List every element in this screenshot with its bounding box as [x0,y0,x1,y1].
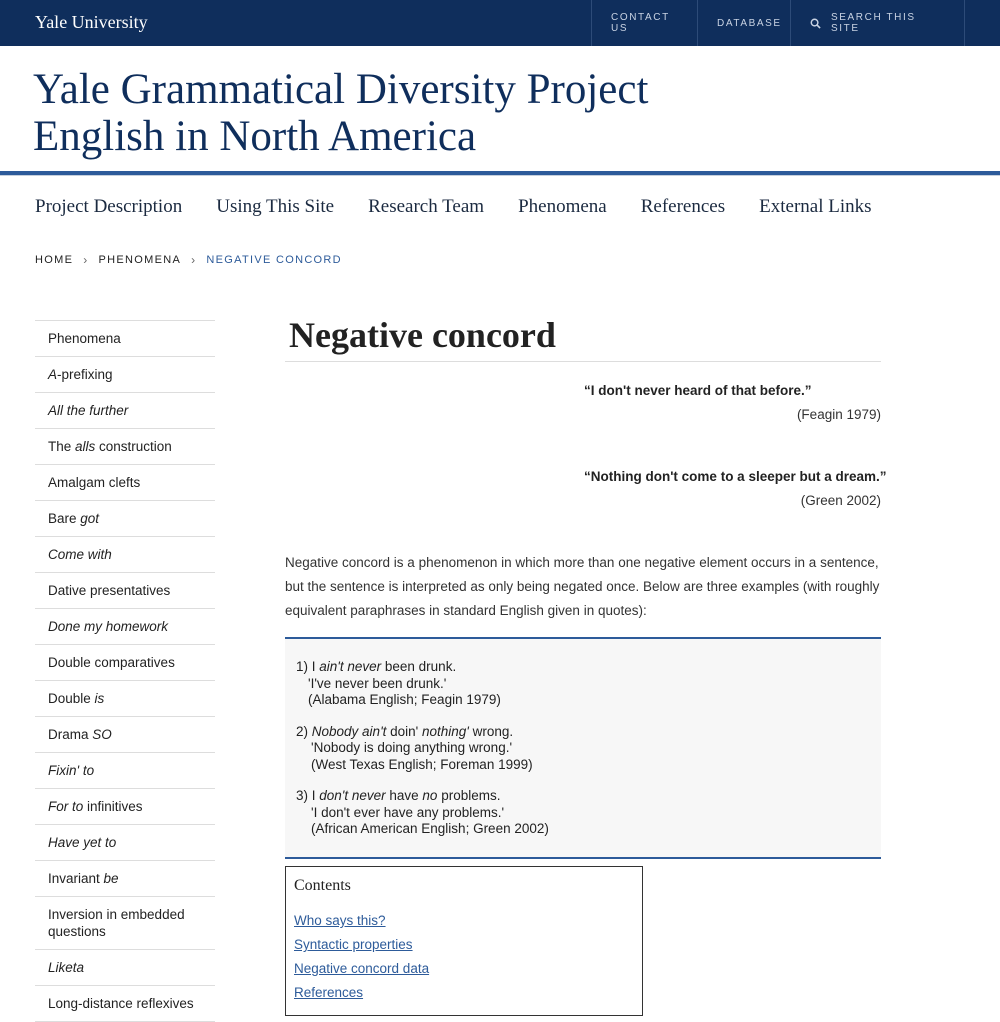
sidebar-item-label-italic: Fixin' to [48,763,95,778]
sidebar-item-dative-presentatives[interactable] [35,573,215,609]
breadcrumb-phenomena[interactable]: PHENOMENA [98,254,182,266]
page-title: Negative concord [289,315,556,355]
sidebar-item-label: Phenomena [48,331,121,346]
sidebar-item-label-italic: A [48,367,58,382]
sidebar-item-label: -prefixing [57,367,113,382]
breadcrumb [35,253,342,267]
nav-using-this-site[interactable]: Using This Site [216,196,335,217]
sidebar-item-drama-so[interactable] [35,717,215,753]
site-title-line-1: Yale Grammatical Diversity Project [33,66,649,113]
title-divider [285,361,881,362]
toc-link-negative-concord-data[interactable]: Negative concord data [294,961,430,976]
search-input[interactable]: SEARCH THIS SITE [831,12,916,34]
sidebar-item-double-is[interactable] [35,681,215,717]
example-source: (Alabama English; Feagin 1979) [308,692,501,707]
example-sentence: 1) I ain't never been drunk. [296,659,457,674]
example-3 [296,788,881,838]
database-link[interactable] [697,0,790,46]
sidebar-item-amalgam-clefts[interactable] [35,465,215,501]
sidebar-item-label-italic: Have yet to [48,835,117,850]
chevron-right-icon: › [191,253,197,267]
site-title-line-2: English in North America [33,113,477,160]
search-icon [810,18,821,29]
sidebar-item-label: Drama [48,727,93,742]
sidebar-item-label: Long-distance reflexives [48,996,194,1011]
sidebar-item-label: Amalgam clefts [48,475,141,490]
example-gloss: 'I've never been drunk.' [308,675,447,691]
top-bar [0,0,1000,46]
sidebar-item-phenomena[interactable] [35,321,215,357]
sidebar-item-label: Double comparatives [48,655,175,670]
example-gloss: 'Nobody is doing anything wrong.' [311,740,513,755]
epigraph-quote-1: “I don't never heard of that before.” [584,383,812,398]
epigraph-quote-2: “Nothing don't come to a sleeper but a dream.” [584,469,887,484]
examples-box [285,637,881,859]
sidebar-item-alls-construction[interactable] [35,429,215,465]
sidebar-item-long-distance-reflexives[interactable] [35,986,215,1022]
header-divider-thin [0,175,1000,176]
toc-link-references[interactable]: References [294,985,364,1000]
sidebar-item-label: Double [48,691,95,706]
sidebar-item-a-prefixing[interactable] [35,357,215,393]
yale-university-logo[interactable]: Yale University [35,12,148,32]
main-navigation [35,196,906,218]
sidebar-item-double-comparatives[interactable] [35,645,215,681]
example-2 [296,724,881,774]
sidebar-item-label-italic: For to [48,799,84,814]
sidebar-item-have-yet-to[interactable] [35,825,215,861]
contact-us-label: CONTACT US [611,12,670,34]
sidebar-item-for-to-infinitives[interactable] [35,789,215,825]
sidebar-item-all-the-further[interactable] [35,393,215,429]
sidebar-item-label-italic: Liketa [48,960,85,975]
nav-project-description[interactable]: Project Description [35,196,183,217]
nav-research-team[interactable]: Research Team [368,196,485,217]
site-search[interactable] [790,0,965,46]
sidebar-item-label-italic: All the further [48,403,129,418]
sidebar-item-come-with[interactable] [35,537,215,573]
table-of-contents [285,866,643,1016]
sidebar-item-label-italic: got [80,511,100,526]
sidebar-item-liketa[interactable] [35,950,215,986]
database-label: DATABASE [717,17,782,29]
chevron-right-icon: › [83,253,89,267]
sidebar-nav [35,320,215,1022]
sidebar-item-label-italic: alls [75,439,96,454]
example-sentence: 3) I don't never have no problems. [296,788,501,803]
toc-link-syntactic-properties[interactable]: Syntactic properties [294,937,413,952]
sidebar-item-label-italic: SO [92,727,112,742]
sidebar-item-label: Dative presentatives [48,583,171,598]
sidebar-item-fixin-to[interactable] [35,753,215,789]
sidebar-item-label: construction [95,439,172,454]
epigraph-citation-2: (Green 2002) [800,493,881,508]
sidebar-item-label: The [48,439,76,454]
example-sentence: 2) Nobody ain't doin' nothing' wrong. [296,723,514,739]
example-gloss: 'I don't ever have any problems.' [311,804,505,820]
sidebar-item-label-italic: Done my homework [48,619,169,634]
contents-title: Contents [294,877,351,894]
nav-references[interactable]: References [640,196,726,217]
site-title[interactable] [33,66,648,160]
sidebar-item-done-my-homework[interactable] [35,609,215,645]
example-1 [296,659,881,709]
nav-phenomena[interactable]: Phenomena [518,196,607,217]
intro-paragraph: Negative concord is a phenomenon in which more than one negative element occurs in a sentence, but the sentence is interpreted as only being negated once. Below are three examples (with roughly equivalent paraphrases in standard English given in quotes): [285,555,880,618]
sidebar-item-label: Bare [48,511,81,526]
epigraph-citation-1: (Feagin 1979) [796,407,881,422]
sidebar-item-label-italic: be [103,871,119,886]
sidebar-item-label: infinitives [83,799,143,814]
toc-link-who-says-this[interactable]: Who says this? [294,913,386,928]
breadcrumb-home[interactable]: HOME [35,254,74,266]
breadcrumb-current: NEGATIVE CONCORD [206,254,342,266]
sidebar-item-invariant-be[interactable] [35,861,215,897]
sidebar-item-inversion-embedded-questions[interactable] [35,897,215,950]
contact-us-link[interactable] [591,0,697,46]
example-source: (West Texas English; Foreman 1999) [311,756,533,772]
sidebar-item-bare-got[interactable] [35,501,215,537]
sidebar-item-label-italic: Come with [48,547,112,562]
sidebar-item-label: Inversion in embedded questions [48,907,185,939]
sidebar-item-label: Invariant [48,871,104,886]
sidebar-item-label-italic: is [94,691,105,706]
nav-external-links[interactable]: External Links [759,196,872,217]
example-source: (African American English; Green 2002) [311,821,549,836]
